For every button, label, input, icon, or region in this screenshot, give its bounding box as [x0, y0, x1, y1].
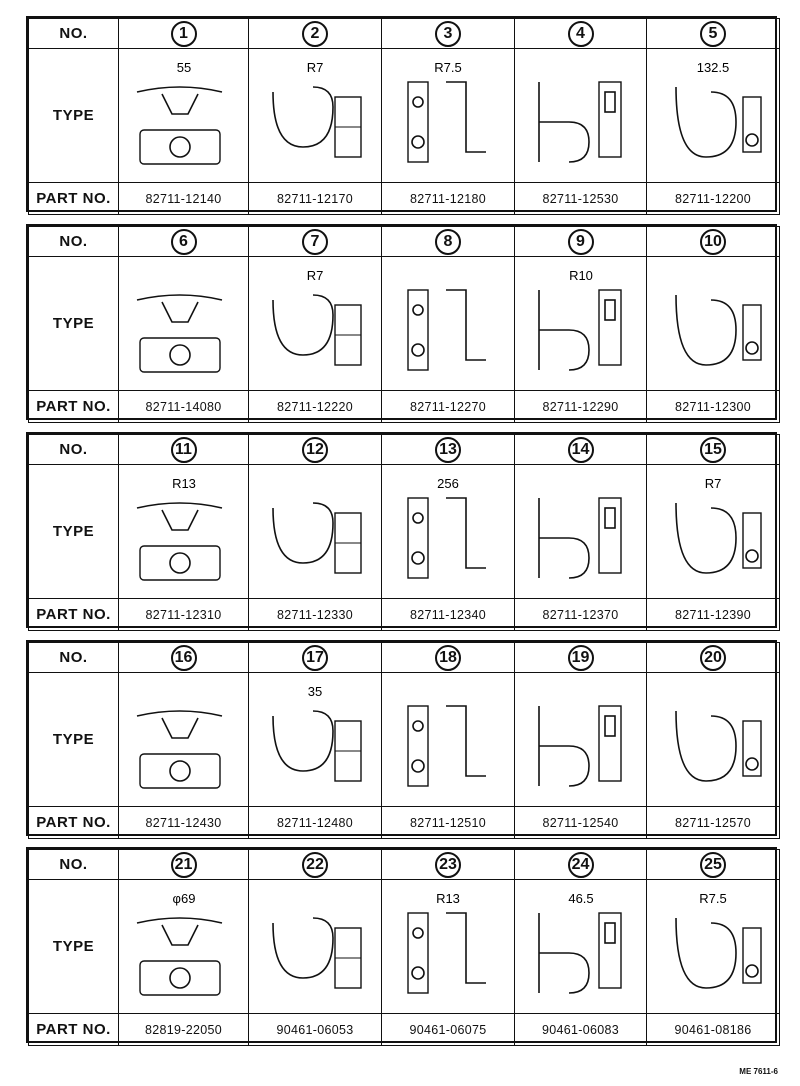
no-label: NO. [59, 648, 88, 666]
type-label: TYPE [52, 106, 95, 124]
item-number: 10 [700, 229, 726, 255]
clip-drawing [651, 260, 775, 388]
item-number: 19 [568, 645, 594, 671]
item-number: 15 [700, 437, 726, 463]
figure-reference: ME 7611-6 [739, 1067, 778, 1076]
part-number: 82711-12430 [145, 815, 222, 830]
clip-drawing [651, 468, 775, 596]
clip-drawing [253, 676, 377, 804]
clip-drawing [122, 260, 246, 388]
clip-drawing [253, 468, 377, 596]
item-number: 3 [435, 21, 461, 47]
part-number: 82819-22050 [145, 1022, 222, 1037]
clip-drawing [253, 260, 377, 388]
part-number: 82711-12140 [145, 191, 222, 206]
no-label: NO. [59, 855, 88, 873]
clip-drawing [519, 883, 643, 1011]
clip-drawing [519, 52, 643, 180]
item-number: 18 [435, 645, 461, 671]
dimension-label: 46.5 [567, 890, 594, 906]
item-number: 20 [700, 645, 726, 671]
part-number: 82711-12340 [409, 607, 487, 622]
dimension-label: R13 [171, 475, 196, 491]
dimension-label: R7 [306, 59, 324, 75]
part-number: 90461-06053 [276, 1022, 354, 1037]
item-number: 24 [568, 852, 594, 878]
clip-drawing [253, 883, 377, 1011]
part-number: 82711-12330 [276, 607, 354, 622]
part-no-label: PART NO. [36, 397, 111, 415]
clip-drawing [519, 468, 643, 596]
clip-drawing [253, 52, 377, 180]
clip-drawing [122, 883, 246, 1011]
part-no-label: PART NO. [36, 605, 111, 623]
dimension-label: R7.5 [434, 59, 462, 75]
type-label: TYPE [52, 937, 95, 955]
clip-drawing [122, 52, 246, 180]
item-number: 17 [302, 645, 328, 671]
item-number: 6 [171, 229, 197, 255]
item-number: 11 [171, 437, 197, 463]
part-number: 90461-08186 [674, 1022, 752, 1037]
item-number: 25 [700, 852, 726, 878]
part-number: 82711-12540 [542, 815, 619, 830]
part-number: 82711-12390 [674, 607, 752, 622]
parts-table-block [26, 432, 777, 628]
part-number: 82711-12310 [145, 607, 222, 622]
item-number: 9 [568, 229, 594, 255]
part-number: 82711-12480 [276, 815, 354, 830]
item-number: 5 [700, 21, 726, 47]
clip-drawing [386, 52, 510, 180]
clip-drawing [519, 260, 643, 388]
item-number: 8 [435, 229, 461, 255]
clip-drawing [651, 52, 775, 180]
item-number: 2 [302, 21, 328, 47]
clip-drawing [651, 676, 775, 804]
dimension-label: R7 [306, 267, 324, 283]
part-number: 82711-12220 [276, 399, 354, 414]
dimension-label: 256 [437, 475, 459, 491]
parts-table-block [26, 16, 777, 212]
part-number: 82711-14080 [145, 399, 222, 414]
dimension-label: 132.5 [696, 59, 730, 75]
part-number: 82711-12530 [542, 191, 619, 206]
dimension-label: 55 [176, 59, 191, 75]
item-number: 1 [171, 21, 197, 47]
type-label: TYPE [52, 314, 95, 332]
part-number: 82711-12180 [409, 191, 487, 206]
part-no-label: PART NO. [36, 813, 111, 831]
item-number: 7 [302, 229, 328, 255]
clip-drawing [386, 883, 510, 1011]
part-no-label: PART NO. [36, 189, 111, 207]
item-number: 23 [435, 852, 461, 878]
item-number: 21 [171, 852, 197, 878]
parts-table-block [26, 640, 777, 836]
no-label: NO. [59, 232, 88, 250]
part-number: 82711-12300 [674, 399, 752, 414]
clip-drawing [386, 468, 510, 596]
item-number: 4 [568, 21, 594, 47]
part-number: 82711-12290 [542, 399, 619, 414]
type-label: TYPE [52, 730, 95, 748]
clip-drawing [122, 676, 246, 804]
clip-drawing [386, 260, 510, 388]
dimension-label: R10 [568, 267, 593, 283]
no-label: NO. [59, 24, 88, 42]
dimension-label: R7 [704, 475, 722, 491]
part-number: 90461-06075 [409, 1022, 487, 1037]
part-number: 82711-12510 [409, 815, 487, 830]
part-number: 82711-12270 [409, 399, 487, 414]
clip-drawing [651, 883, 775, 1011]
clip-drawing [122, 468, 246, 596]
dimension-label: R13 [436, 890, 460, 906]
item-number: 13 [435, 437, 461, 463]
dimension-label: φ69 [172, 890, 195, 906]
part-number: 82711-12170 [276, 191, 354, 206]
dimension-label: R7.5 [699, 890, 727, 906]
part-number: 82711-12570 [674, 815, 752, 830]
item-number: 14 [568, 437, 594, 463]
part-number: 82711-12200 [674, 191, 752, 206]
part-no-label: PART NO. [36, 1020, 111, 1038]
item-number: 12 [302, 437, 328, 463]
clip-drawing [519, 676, 643, 804]
part-number: 82711-12370 [542, 607, 619, 622]
item-number: 16 [171, 645, 197, 671]
dimension-label: 35 [307, 683, 323, 699]
part-number: 90461-06083 [542, 1022, 619, 1037]
no-label: NO. [59, 440, 88, 458]
type-label: TYPE [52, 522, 95, 540]
parts-table-block [26, 847, 777, 1043]
item-number: 22 [302, 852, 328, 878]
parts-table-block [26, 224, 777, 420]
clip-drawing [386, 676, 510, 804]
